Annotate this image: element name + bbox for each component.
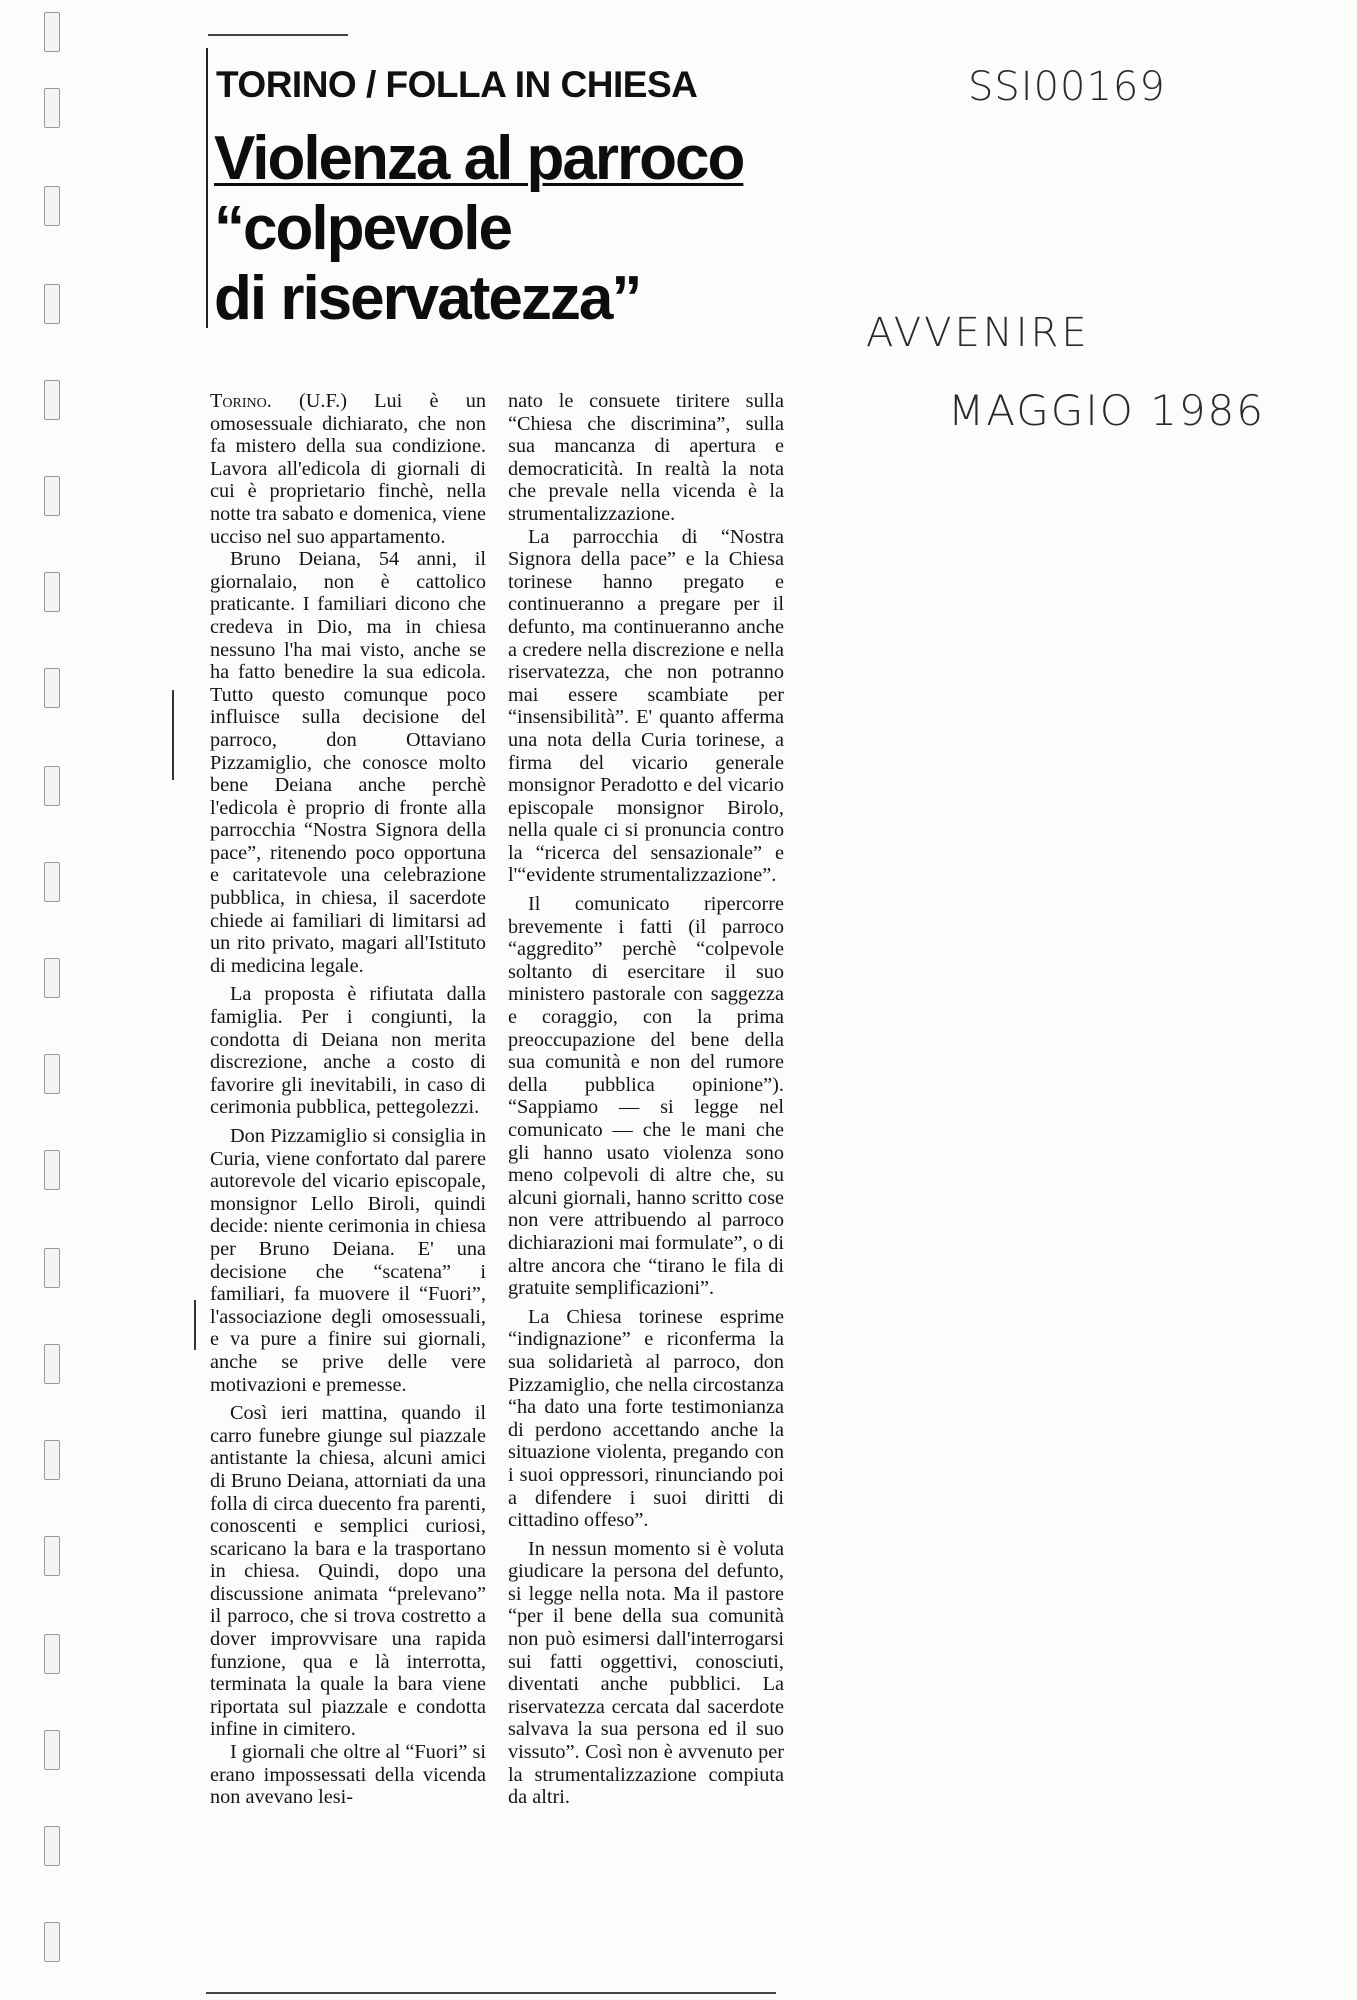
paragraph: La proposta è rifiutata dalla famiglia. Per i congiunti, la condotta di Deiana non merita discrezione, anche a costo di favorire gli inevitabili, in caso di cerimonia pubblica, pettegolezzi. — [210, 983, 486, 1119]
binder-hole — [44, 380, 60, 420]
binder-hole — [44, 668, 60, 708]
clipping-top-rule — [208, 34, 348, 36]
headline-line: Violenza al parroco — [214, 124, 744, 193]
paragraph: In nessun momento si è voluta giudicare la persona del defunto, si legge nella nota. Ma il pastore “per il bene della sua comunità non può esimersi dall'interrogarsi sui fatti oggettivi, conosciuti, diventati anche pubblici. La riservatezza cercata dal sacerdote salvava la sua persona ed il suo vissuto”. Così non è avvenuto per la strumentalizzazione compiuta da altri. — [508, 1537, 784, 1809]
binder-hole — [44, 1440, 60, 1480]
archive-code-note: SSI00169 — [968, 64, 1166, 110]
paragraph: nato le consuete tiritere sulla “Chiesa che discrimina”, sulla sua mancanza di apertura e democraticità. In realtà la nota che prevale nella vicenda è la strumentalizzazione. — [508, 390, 784, 525]
paragraph: Il comunicato ripercorre brevemente i fatti (il parroco “aggredito” perchè “colpevole soltanto di esercitare il suo ministero pastorale con saggezza e coraggio, con la prima preoccupazione del bene della sua comunità e non del rumore della pubblica opinione”). “Sappiamo — si legge nel comunicato — che le mani che gli hanno usato violenza sono meno colpevoli di altre che, su alcuni giornali, hanno scritto cose non vere attribuendo al parroco dichiarazioni mai formulate”, o di altre ancora che “tirano le fila di gratuite semplificazioni”. — [508, 893, 784, 1300]
margin-mark — [172, 690, 174, 780]
binder-hole — [44, 1730, 60, 1770]
headline-side-rule — [206, 48, 208, 328]
paragraph: La Chiesa torinese esprime “indignazione” e riconferma la sua solidarietà al parroco, don Pizzamiglio, che nella circostanza “ha dato una forte testimonianza di perdono accettando anche la situazione violenta, pregando con i suoi oppressori, rinunciando poi a difendere i suoi diritti di cittadino offeso”. — [508, 1305, 784, 1532]
margin-mark — [194, 1300, 196, 1350]
binder-hole — [44, 1248, 60, 1288]
paragraph: I giornali che oltre al “Fuori” si erano impossessati della vicenda non avevano lesi- — [210, 1741, 486, 1809]
binder-hole — [44, 12, 60, 52]
binder-hole — [44, 1054, 60, 1094]
clipping-bottom-rule — [206, 1992, 776, 1994]
paragraph: Bruno Deiana, 54 anni, il giornalaio, non è cattolico praticante. I familiari dicono che credeva in Dio, ma in chiesa nessuno l'ha mai visto, anche se ha fatto benedire la sua edicola. Tutto questo comunque poco influisce sulla decisione del parroco, don Ottaviano Pizzamiglio, che conosce molto bene Deiana anche perchè l'edicola è proprio di fronte alla parrocchia “Nostra Signora della pace”, ritenendo poco opportuna e caritatevole una celebrazione pubblica, in chiesa, il sacerdote chiede ai familiari di limitarsi ad un rito privato, magari all'Istituto di medicina legale. — [210, 548, 486, 977]
headline-line: di riservatezza” — [214, 264, 641, 333]
kicker: TORINO / FOLLA IN CHIESA — [216, 64, 698, 105]
newspaper-note: AVVENIRE — [866, 310, 1090, 356]
paragraph: Don Pizzamiglio si consiglia in Curia, viene confortato dal parere autorevole del vicario episcopale, monsignor Lello Biroli, quindi decide: niente cerimonia in chiesa per Bruno Deiana. E' una decisione che “scatena” i familiari, fa muovere il “Fuori”, l'associazione degli omosessuali, e va pure a finire sui giornali, anche se prive delle vere motivazioni e premesse. — [210, 1125, 486, 1396]
byline: (U.F.) — [299, 390, 347, 412]
headline-line: “colpevole — [214, 194, 511, 263]
paragraph: Così ieri mattina, quando il carro funebre giunge sul piazzale antistante la chiesa, alcuni amici di Bruno Deiana, attorniati da una folla di circa duecento fra parenti, conoscenti e semplici curiosi, scaricano la bara e la trasportano in chiesa. Quindi, dopo una discussione animata “prelevano” il parroco, che si trova costretto a dover improvvisare una rapida funzione, qua e là interrotta, terminata la quale la bara viene riportata sul piazzale e condotta infine in cimitero. — [210, 1402, 486, 1741]
binder-hole — [44, 284, 60, 324]
paragraph-text: Lui è un omosessuale dichiarato, che non fa mistero della sua condizione. Lavora all'edicola di giornali di cui è proprietario finchè, nella notte tra sabato e domenica, viene ucciso nel suo appartamento. — [210, 390, 486, 548]
binder-hole — [44, 88, 60, 128]
dateline: Torino. — [210, 390, 272, 412]
binder-hole — [44, 572, 60, 612]
article-column-2 — [508, 390, 784, 1809]
article-column-1 — [210, 390, 486, 1809]
binder-hole — [44, 1344, 60, 1384]
binder-hole — [44, 862, 60, 902]
binder-hole — [44, 476, 60, 516]
binder-hole — [44, 766, 60, 806]
binder-hole — [44, 186, 60, 226]
binder-hole — [44, 1536, 60, 1576]
date-note: MAGGIO 1986 — [948, 386, 1266, 435]
headline — [214, 124, 834, 334]
binder-hole — [44, 1826, 60, 1866]
binder-holes — [44, 0, 66, 2000]
binder-hole — [44, 1922, 60, 1962]
binder-hole — [44, 1150, 60, 1190]
binder-hole — [44, 1634, 60, 1674]
paragraph — [210, 390, 486, 548]
paragraph: La parrocchia di “Nostra Signora della pace” e la Chiesa torinese hanno pregato e continueranno a pregare per il defunto, ma continueranno anche a credere nella discrezione e nella riservatezza, che non potranno mai essere scambiate per “insensibilità”. E' quanto afferma una nota della Curia torinese, a firma del vicario generale monsignor Peradotto e del vicario episcopale monsignor Birolo, nella quale ci si pronuncia contro la “ricerca del sensazionale” e l'“evidente strumentalizzazione”. — [508, 525, 784, 887]
binder-hole — [44, 958, 60, 998]
